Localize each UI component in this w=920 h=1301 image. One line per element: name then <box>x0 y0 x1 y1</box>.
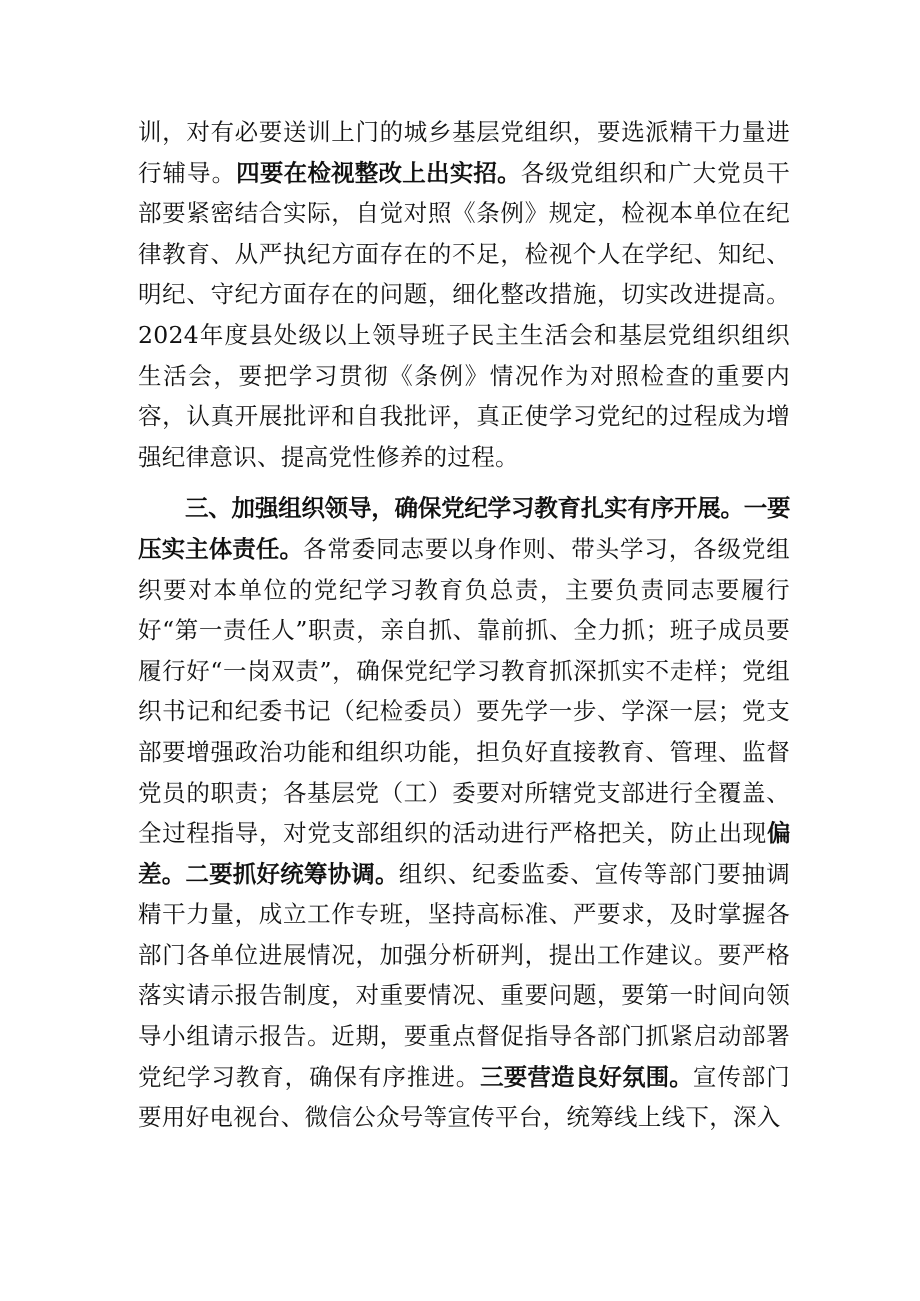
key-point-heading: 四要在检视整改上出实招。 <box>236 158 521 187</box>
document-body <box>138 112 790 1138</box>
body-text: 各常委同志要以身作则、带头学习，各级党组织要对本单位的党纪学习教育负总责，主要负责同志要履行好“第一责任人”职责，亲自抓、靠前抓、全力抓；班子成员要履行好“一岗双责”，确保党纪学习教育抓深抓实不走样；党组织书记和纪委书记（纪检委员）要先学一步、学深一层；党支部要增强政治功能和组织功能，担负好直接教育、管理、监督党员的职责；各基层党（工）委要对所辖党支部进行全覆盖、全过程指导，对党支部组织的活动进行严格把关，防止出现 <box>138 534 791 848</box>
body-text: 宣传部门要用好电视台、微信公众号等宣传平台，统筹线上线下，深入 <box>138 1062 791 1132</box>
body-text: 各级党组织和广大党员干部要紧密结合实际，自觉对照《条例》规定，检视本单位在纪律教育、从严执纪方面存在的不足，检视个人在学纪、知纪、明纪、守纪方面存在的问题，细化整改措施，切实改进提高。2024年度县处级以上领导班子民主生活会和基层党组织组织生活会，要把学习贯彻《条例》情况作为对照检查的重要内容，认真开展批评和自我批评，真正使学习党纪的过程成为增强纪律意识、提高党性修养的过程。 <box>138 158 790 471</box>
section-heading: 三、加强组织领导，确保党纪学习教育扎实有序开展。 <box>185 494 744 523</box>
body-text: 组织、纪委监委、宣传等部门要抽调精干力量，成立工作专班，坚持高标准、严要求，及时掌握各部门各单位进展情况，加强分析研判，提出工作建议。要严格落实请示报告制度，对重要情况、重要问题，要第一时间向领导小组请示报告。近期，要重点督促指导各部门抓紧启动部署党纪学习教育，确保有序推进。 <box>138 859 790 1091</box>
bold-text: 偏差。 <box>138 819 790 888</box>
paragraph-continued <box>138 112 790 477</box>
paragraph-section-three <box>138 488 790 1138</box>
key-point-heading: 一要压实主体责任。 <box>138 494 791 563</box>
key-point-heading: 三要营造良好氛围。 <box>480 1062 693 1091</box>
body-text: 训，对有必要送训上门的城乡基层党组织，要选派精干力量进行辅导。 <box>138 118 790 187</box>
key-point-heading: 二要抓好统筹协调。 <box>185 859 399 888</box>
